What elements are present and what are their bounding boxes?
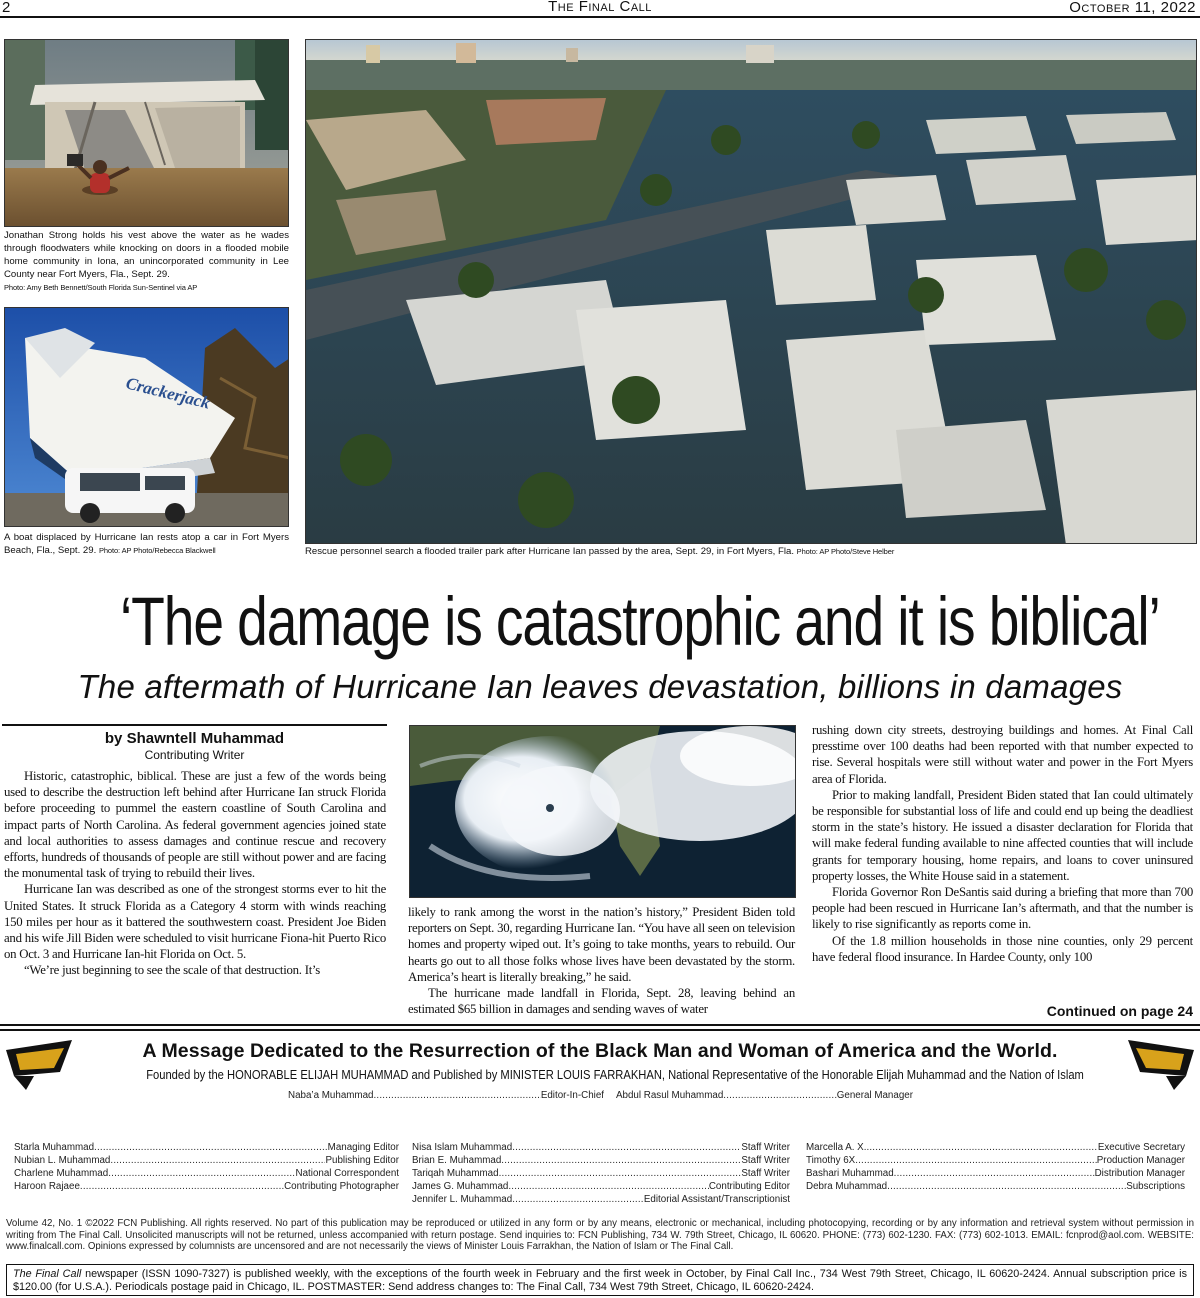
- paragraph: likely to rank among the worst in the nation’s history,” President Biden told reporters on Sept. 30, regarding Hurricane Ian. “You have all seen on television homes and property wiped out. It’s going to take months, years to rebuild. Our hearts go out to all those folks whose lives have been devastated by the storm. America’s heart is literally breaking,” he said.: [408, 905, 796, 984]
- byline-title: Contributing Writer: [144, 748, 245, 762]
- issue-date: October 11, 2022: [1069, 0, 1196, 16]
- subheadline: The aftermath of Hurricane Ian leaves devastation, billions in damages: [77, 668, 1123, 705]
- crescent-emblem-right-icon: [1126, 1036, 1196, 1092]
- staff-list-1: [14, 1141, 399, 1193]
- masthead-rule: [0, 1029, 1200, 1031]
- paragraph: Hurricane Ian was described as one of the strongest storms ever to hit the United States. It struck Florida as a Category 4 storm with winds reaching 150 miles per hour as it battered the southwestern coast. President Joe Biden and his wife Jill Biden were scheduled to visit hurricane Fiona-hit Puerto Rico on Oct. 3 and Hurricane Ian-hit Florida on Oct. 5.: [4, 882, 386, 962]
- staff-row: James G. Muhammad ..... Contributing Editor: [412, 1180, 790, 1193]
- flood-wader-image: [5, 40, 289, 227]
- paragraph: Prior to making landfall, President Biden stated that Ian could ultimately be responsible for substantial loss of life and could end up being the deadliest storm in the state’s history. He issued a disaster declaration for Florida that will make federal funding available to nine affected counties that will include grants for temporary housing, home repairs, and loans to cover uninsured property losses, the White House said in a statement.: [812, 787, 1193, 883]
- staff-row: Nisa Islam Muhammad ..... Staff Writer: [412, 1141, 790, 1154]
- flooded-trailer-park-image: [306, 40, 1197, 544]
- hurricane-satellite-image: [410, 726, 796, 898]
- paragraph: Florida Governor Ron DeSantis said during a briefing that more than 700 people had been rescued in Hurricane Ian’s aftermath, and that the number is likely to rise significantly as reports come in.: [812, 885, 1193, 932]
- boat-on-car-caption: [4, 531, 289, 557]
- staff-row: Starla Muhammad ..... Managing Editor: [14, 1141, 399, 1154]
- staff-row: Marcella A. X. ..... Executive Secretary: [806, 1141, 1185, 1154]
- crescent-emblem-left-icon: [4, 1036, 74, 1092]
- boat-photo-credit: Photo: AP Photo/Rebecca Blackwell: [98, 546, 216, 555]
- boat-on-car-photo: [4, 307, 289, 527]
- paragraph: Historic, catastrophic, biblical. These are just a few of the words being used to describe the destruction left behind after Hurricane Ian struck Florida before proceeding to pummel the eastern coastline of South Carolina and impact parts of North Carolina. As federal government agencies joined state and local authorities to assess damages and continue rescue and recovery efforts, hundreds of thousands of people are still without power and are facing the monumental task of trying to rebuild their lives.: [4, 769, 386, 881]
- paragraph: Of the 1.8 million households in those nine counties, only 29 percent have federal flood insurance. In Hardee County, only 100: [812, 933, 1193, 964]
- staff-row: Haroon Rajaee ..... Contributing Photographer: [14, 1180, 399, 1193]
- trailer-park-caption-text: Rescue personnel search a flooded trailer park after Hurricane Ian passed by the area, Sept. 29, in Fort Myers, Fla.: [305, 546, 794, 557]
- masthead-subtitle: Founded by the HONORABLE ELIJAH MUHAMMAD and Published by MINISTER LOUIS FARRAKHAN, National Representative of the Honorable Elijah Muhammad and the Nation of Islam: [146, 1067, 1084, 1082]
- flooded-trailer-park-caption: [305, 545, 1197, 558]
- paragraph: The hurricane made landfall in Florida, Sept. 28, leaving behind an estimated $65 billion in damages and sending waves of water: [408, 986, 795, 1017]
- publication-name: The Final Call: [548, 0, 652, 15]
- staff-top-line: [288, 1089, 604, 1102]
- article-column-1: [4, 768, 386, 979]
- staff-role: General Manager: [836, 1090, 913, 1101]
- staff-row: Tariqah Muhammad ..... Staff Writer: [412, 1167, 790, 1180]
- masthead-title: A Message Dedicated to the Resurrection of the Black Man and Woman of America and the World.: [142, 1040, 1058, 1062]
- boat-caption-text: A boat displaced by Hurricane Ian rests atop a car in Fort Myers Beach, Fla., Sept. 29.: [4, 532, 289, 556]
- postal-paper-name: The Final Call: [13, 1268, 82, 1280]
- staff-top-line: [616, 1089, 913, 1102]
- staff-row: Timothy 6X ..... Production Manager: [806, 1154, 1185, 1167]
- boat-on-car-image: [5, 308, 289, 527]
- staff-list-2: [412, 1141, 790, 1206]
- staff-row: Charlene Muhammad ..... National Correspondent: [14, 1167, 399, 1180]
- staff-list-3: [806, 1141, 1185, 1193]
- flood-wader-photo-credit: Photo: Amy Beth Bennett/South Florida Sun-Sentinel via AP: [4, 283, 198, 292]
- page-number: 2: [2, 0, 11, 16]
- staff-row: Debra Muhammad ..... Subscriptions: [806, 1180, 1185, 1193]
- byline-rule: [2, 724, 387, 726]
- copyright-notice: Volume 42, No. 1 ©2022 FCN Publishing. All rights reserved. No part of this publication may be reproduced or utilized in any form or by any means, electronic or mechanical, including photocopying, recording or by any information and retrieval system without permission in writing from The Final Call. Unsolicited manuscripts will not be returned, unless accompanied with return postage. Send inquiries to: FCN Publishing, 734 W. 79th Street, Chicago, IL 60620. PHONE: (773) 602-1230. FAX: (773) 602-1013. EMAIL: fcnprod@aol.com. WEBSITE: www.finalcall.com. Opinions expressed by columnists are uncensored and are not necessarily the views of Minister Louis Farrakhan, the Nation of Islam or The Final Call.: [6, 1218, 1194, 1252]
- postal-text: newspaper (ISSN 1090-7327) is published weekly, with the exceptions of the fourth week in February and the first week in October, by Final Call Inc., 734 West 79th Street, Chicago, IL 60620-2424. Annual subscription price is $120.00 (for U.S.A.). Periodicals postage paid in Chicago, IL. POSTMASTER: Send address changes to: The Final Call, 734 West 79th Street, Chicago, IL 60620-2424.: [13, 1268, 1187, 1293]
- staff-name: Abdul Rasul Muhammad: [616, 1090, 724, 1101]
- staff-role: Editor-In-Chief: [540, 1090, 604, 1101]
- staff-name: Naba’a Muhammad: [288, 1090, 374, 1101]
- hurricane-satellite-photo: [409, 725, 796, 898]
- article-column-2: [408, 904, 795, 1017]
- staff-row: Nubian L. Muhammad ..... Publishing Editor: [14, 1154, 399, 1167]
- boat-lettering: Crackerjack: [124, 373, 213, 413]
- continued-on-link[interactable]: Continued on page 24: [1046, 1003, 1193, 1019]
- article-column-3: [812, 722, 1193, 965]
- page-header: [0, 0, 1200, 18]
- trailer-park-photo-credit: Photo: AP Photo/Steve Helber: [796, 547, 895, 556]
- staff-row: Brian E. Muhammad ..... Staff Writer: [412, 1154, 790, 1167]
- paragraph: “We’re just beginning to see the scale of that destruction. It’s: [24, 963, 321, 978]
- flooded-trailer-park-photo: [305, 39, 1197, 544]
- paragraph: rushing down city streets, destroying buildings and homes. At Final Call presstime over 100 deaths had been reported with that number expected to rise. Several hospitals were still without water and power in the Fort Myers area of Florida.: [812, 723, 1193, 786]
- staff-row: Jennifer L. Muhammad ..... Editorial Assistant/Transcriptionist: [412, 1193, 790, 1206]
- flood-wader-caption-text: Jonathan Strong holds his vest above the water as he wades through floodwaters while knocking on doors in a flooded mobile home community in Iona, an unincorporated community in Lee County near Fort Myers, Fla., Sept. 29.: [4, 230, 289, 280]
- staff-row: Bashari Muhammad ..... Distribution Manager: [806, 1167, 1185, 1180]
- masthead-rule: [0, 1024, 1200, 1026]
- postal-statement: [6, 1264, 1194, 1296]
- byline: by Shawntell Muhammad: [104, 730, 285, 747]
- flood-wader-photo: [4, 39, 289, 227]
- flood-wader-caption: [4, 229, 289, 294]
- headline: ‘The damage is catastrophic and it is biblical’: [120, 583, 1160, 660]
